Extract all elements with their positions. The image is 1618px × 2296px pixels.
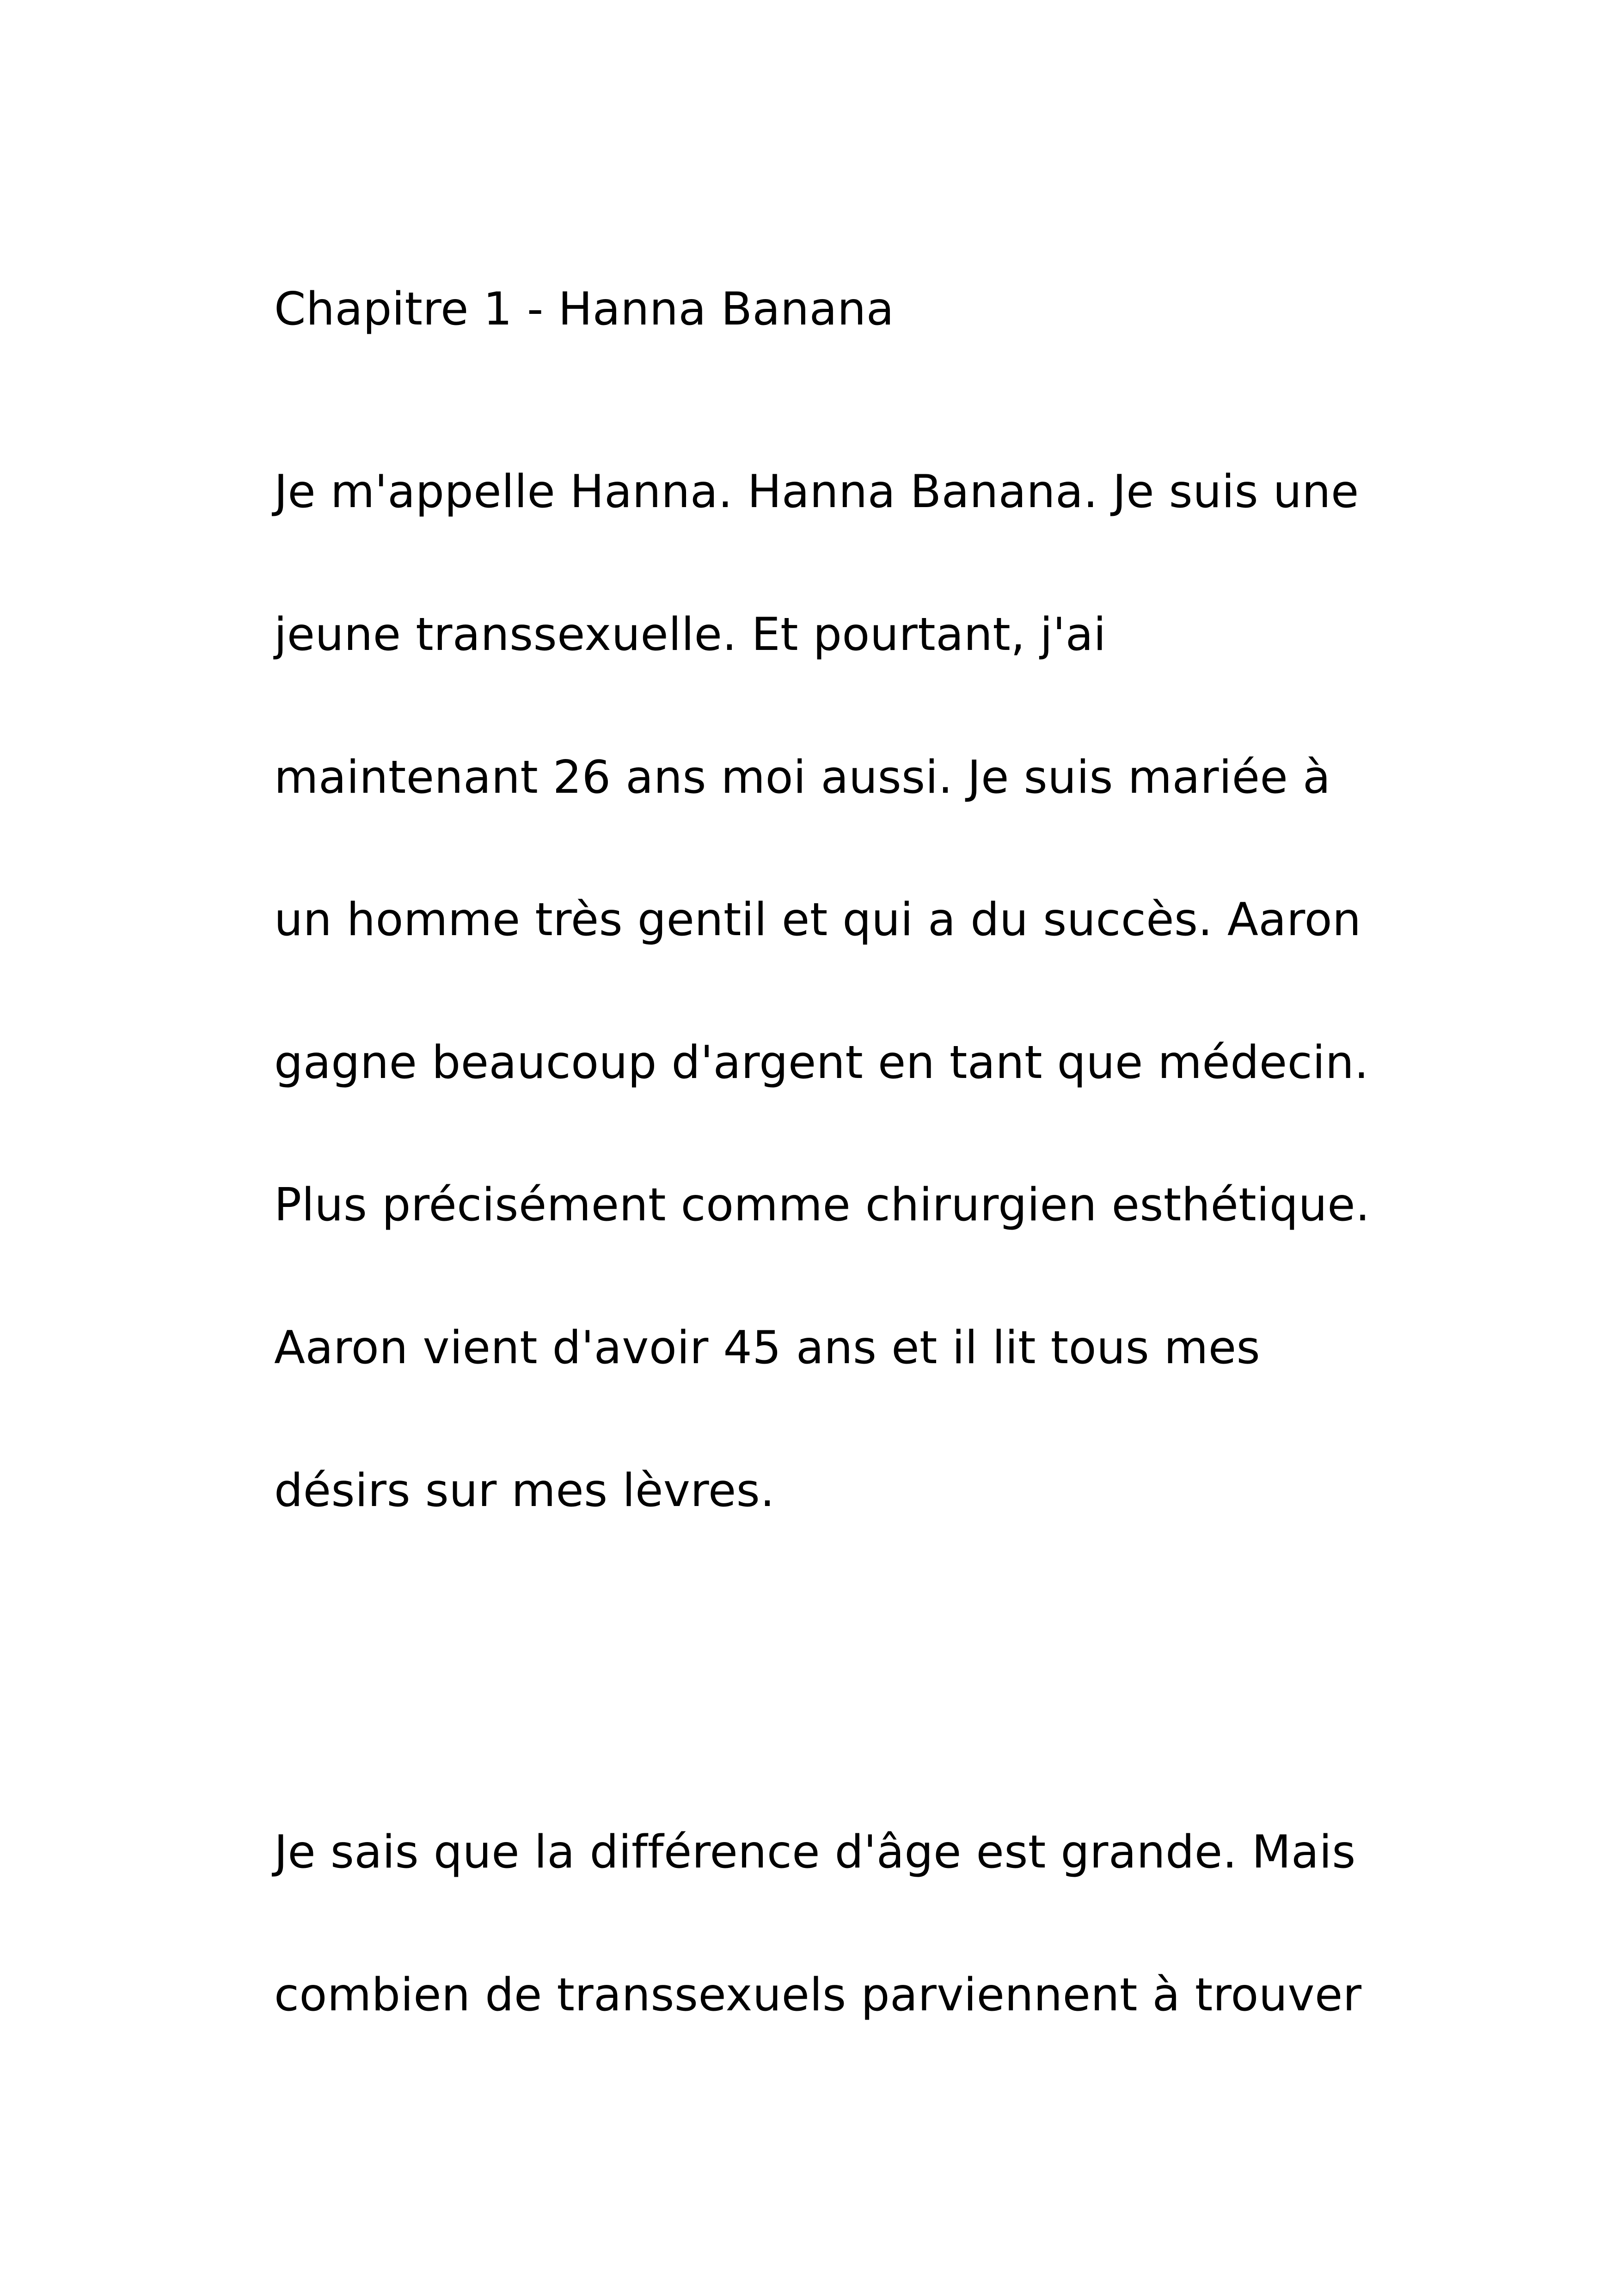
paragraph-line: gagne beaucoup d'argent en tant que médecin. (274, 1036, 1369, 1089)
chapter-title: Chapitre 1 - Hanna Banana (274, 283, 895, 336)
paragraph-line: un homme très gentil et qui a du succès. Aaron (274, 894, 1361, 946)
paragraph-line: Aaron vient d'avoir 45 ans et il lit tous mes (274, 1322, 1261, 1374)
paragraph-line: maintenant 26 ans moi aussi. Je suis mariée à (274, 751, 1331, 804)
paragraph-line: jeune transsexuelle. Et pourtant, j'ai (274, 608, 1107, 661)
paragraph-line: Je m'appelle Hanna. Hanna Banana. Je suis une (274, 465, 1359, 518)
paragraph-line: désirs sur mes lèvres. (274, 1464, 775, 1517)
paragraph-line: Plus précisément comme chirurgien esthétique. (274, 1179, 1370, 1231)
paragraph-line: Je sais que la différence d'âge est grande. Mais (274, 1826, 1356, 1879)
paragraph-line: combien de transsexuels parviennent à trouver (274, 1969, 1362, 2021)
